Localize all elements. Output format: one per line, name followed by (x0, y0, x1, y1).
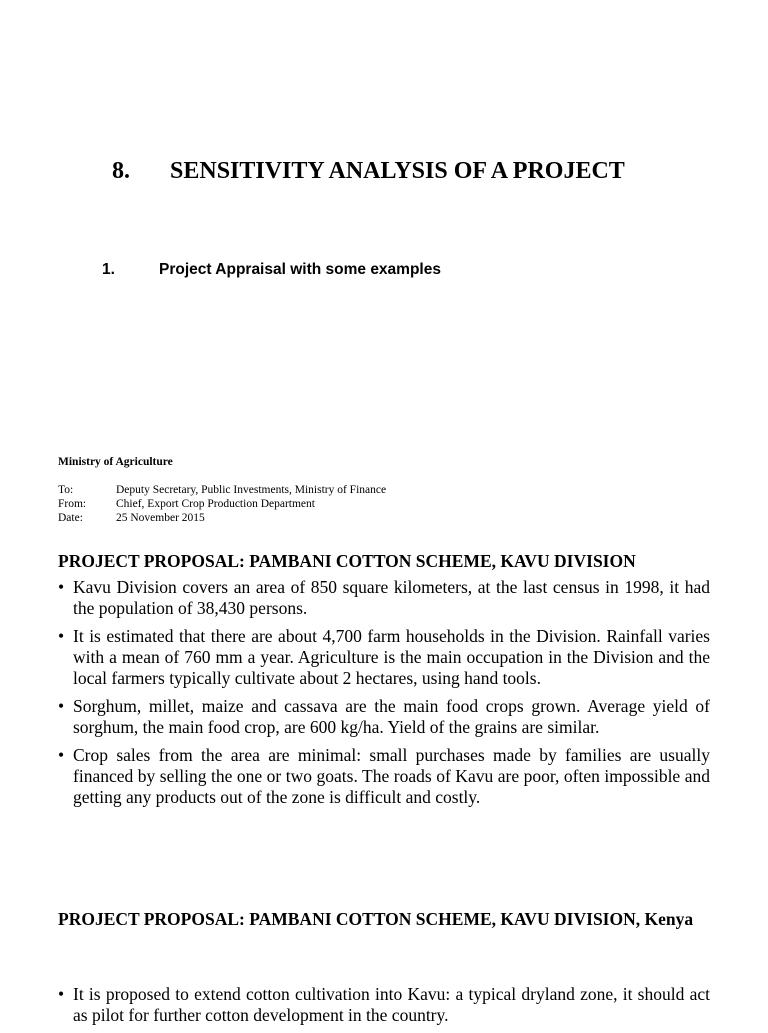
bullet-item (58, 745, 710, 808)
bullet-icon: • (58, 577, 65, 597)
memo-row-date (58, 511, 386, 525)
memo-value: Deputy Secretary, Public Investments, Ministry of Finance (116, 484, 387, 496)
memo-row-to (58, 483, 386, 497)
chapter-number: 8. (112, 158, 130, 184)
memo-value: 25 November 2015 (116, 512, 205, 524)
bullet-text: Sorghum, millet, maize and cassava are the main food crops grown. Average yield of sorghum, the main food crop, are 600 kg/ha. Yield of the grains are similar. (73, 696, 710, 737)
memo-label: From: (58, 498, 87, 510)
memo-value: Chief, Export Crop Production Department (116, 498, 315, 510)
bullet-text: It is estimated that there are about 4,700 farm households in the Division. Rainfall varies with a mean of 760 mm a year. Agriculture is the main occupation in the Division and the local farmers typically cultivate about 2 hectares, using hand tools. (73, 626, 710, 688)
bullet-text: It is proposed to extend cotton cultivation into Kavu: a typical dryland zone, it should act as pilot for further cotton development in the country. (73, 984, 710, 1025)
bullet-icon: • (58, 696, 65, 716)
proposal-heading: PROJECT PROPOSAL: PAMBANI COTTON SCHEME, KAVU DIVISION (58, 551, 636, 571)
memo-header (58, 483, 386, 525)
memo-row-from (58, 497, 386, 511)
memo-label: Date: (58, 512, 83, 524)
chapter-title: SENSITIVITY ANALYSIS OF A PROJECT (170, 158, 625, 184)
bullet-item (58, 626, 710, 689)
section-title: Project Appraisal with some examples (159, 261, 441, 278)
memo-ministry: Ministry of Agriculture (58, 456, 173, 468)
bullet-icon: • (58, 626, 65, 646)
bullet-icon: • (58, 984, 65, 1004)
bullet-text: Kavu Division covers an area of 850 square kilometers, at the last census in 1998, it had the population of 38,430 persons. (73, 577, 710, 618)
proposal-heading: PROJECT PROPOSAL: PAMBANI COTTON SCHEME, KAVU DIVISION, Kenya (58, 909, 694, 929)
proposal-bullet-list (58, 984, 710, 1033)
proposal-bullet-list (58, 577, 710, 815)
bullet-text: Crop sales from the area are minimal: small purchases made by families are usually financed by selling the one or two goats. The roads of Kavu are poor, often impossible and getting any products out of the zone is difficult and costly. (73, 745, 710, 807)
bullet-icon: • (58, 745, 65, 765)
memo-label: To: (58, 484, 74, 496)
bullet-item (58, 577, 710, 619)
bullet-item (58, 696, 710, 738)
section-number: 1. (102, 261, 115, 278)
bullet-item (58, 984, 710, 1026)
